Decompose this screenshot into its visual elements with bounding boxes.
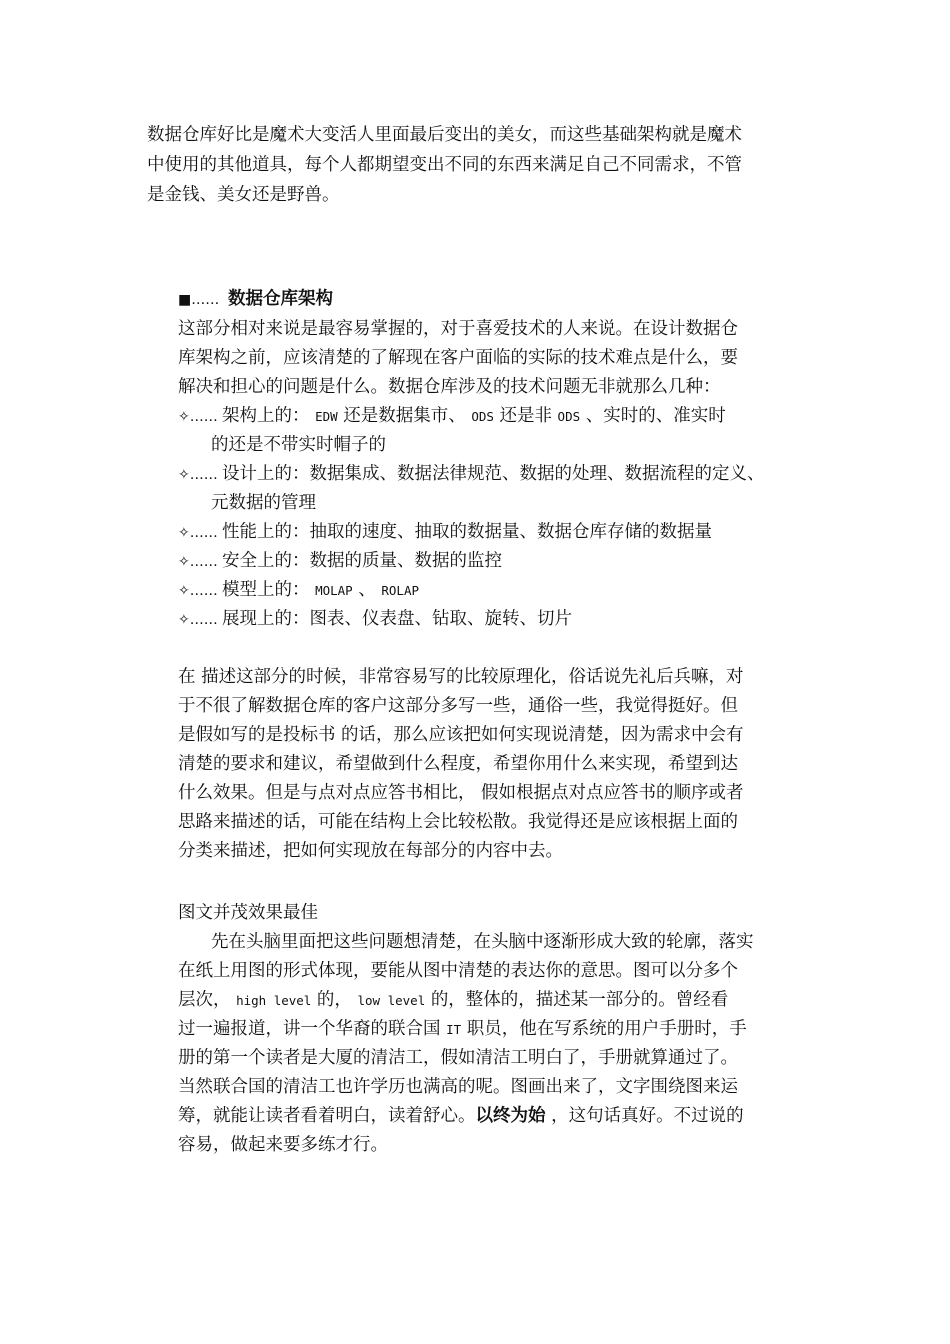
list-item-model: ✧…… 模型上的： MOLAP 、 ROLAP xyxy=(178,580,420,600)
para3-line-5: 册的第一个读者是大厦的清洁工，假如清洁工明白了，手册就算通过了。 xyxy=(178,1048,738,1068)
list-item-architecture-cont: 的还是不带实时帽子的 xyxy=(211,435,386,455)
list-item-design: ✧…… 设计上的：数据集成、数据法律规范、数据的处理、数据流程的定义、 xyxy=(178,464,765,484)
para2-line-6: 思路来描述的话，可能在结构上会比较松散。我觉得还是应该根据上面的 xyxy=(178,812,738,832)
section-para-line-2: 库架构之前，应该清楚的了解现在客户面临的实际的技术难点是什么，要 xyxy=(178,348,738,368)
list-item-display: ✧…… 展现上的：图表、仪表盘、钻取、旋转、切片 xyxy=(178,609,572,629)
section-title: 数据仓库架构 xyxy=(228,289,333,309)
para2-line-4: 清楚的要求和建议，希望做到什么程度，希望你用什么来实现，希望到达 xyxy=(178,754,738,774)
list-item-security: ✧…… 安全上的：数据的质量、数据的监控 xyxy=(178,551,502,571)
section-para-line-3: 解决和担心的问题是什么。数据仓库涉及的技术问题无非就那么几种： xyxy=(178,377,721,397)
diamond-bullet-icon: ✧…… xyxy=(178,409,218,425)
para2-line-3: 是假如写的是投标书 的话，那么应该把如何实现说清楚，因为需求中会有 xyxy=(178,725,744,745)
para3-line-8: 容易，做起来要多练才行。 xyxy=(178,1135,388,1155)
para2-line-2: 于不很了解数据仓库的客户这部分多写一些，通俗一些，我觉得挺好。但 xyxy=(178,696,738,716)
para3-line-2: 在纸上用图的形式体现，要能从图中清楚的表达你的意思。图可以分多个 xyxy=(178,961,738,981)
intro-line-2: 中使用的其他道具，每个人都期望变出不同的东西来满足自己不同需求，不管 xyxy=(147,155,742,175)
section-para-line-1: 这部分相对来说是最容易掌握的，对于喜爱技术的人来说。在设计数据仓 xyxy=(178,319,738,339)
para2-line-1: 在 描述这部分的时候，非常容易写的比较原理化，俗话说先礼后兵嘛，对 xyxy=(178,667,744,687)
section-heading xyxy=(178,288,333,311)
para3-line-3: 层次， high level 的， low level 的，整体的，描述某一部分的。曾经看 xyxy=(178,990,729,1010)
diamond-bullet-icon: ✧…… xyxy=(178,612,218,628)
square-bullet-icon: ■…… xyxy=(178,292,220,308)
para2-line-5: 什么效果。但是与点对点应答书相比， 假如根据点对点应答书的顺序或者 xyxy=(178,783,744,803)
para3-line-1: 先在头脑里面把这些问题想清楚，在头脑中逐渐形成大致的轮廓，落实 xyxy=(211,932,754,952)
emphasis-text: 以终为始 xyxy=(475,1106,546,1126)
para2-line-7: 分类来描述，把如何实现放在每部分的内容中去。 xyxy=(178,841,563,861)
list-item-architecture: ✧…… 架构上的： EDW 还是数据集市、 ODS 还是非 ODS 、实时的、准实时 xyxy=(178,406,726,426)
intro-line-1: 数据仓库好比是魔术大变活人里面最后变出的美女，而这些基础架构就是魔术 xyxy=(147,125,742,145)
para3-line-7: 筹，就能让读者看着明白，读着舒心。以终为始 ，这句话真好。不过说的 xyxy=(178,1106,744,1126)
list-item-performance: ✧…… 性能上的：抽取的速度、抽取的数据量、数据仓库存储的数据量 xyxy=(178,522,712,542)
diamond-bullet-icon: ✧…… xyxy=(178,467,218,483)
list-item-design-cont: 元数据的管理 xyxy=(211,493,316,513)
diamond-bullet-icon: ✧…… xyxy=(178,525,218,541)
intro-line-3: 是金钱、美女还是野兽。 xyxy=(147,185,340,205)
para3-line-4: 过一遍报道，讲一个华裔的联合国 IT 职员，他在写系统的用户手册时，手 xyxy=(178,1019,747,1039)
para3-line-6: 当然联合国的清洁工也许学历也满高的呢。图画出来了，文字围绕图来运 xyxy=(178,1077,738,1097)
diamond-bullet-icon: ✧…… xyxy=(178,583,218,599)
para3-title: 图文并茂效果最佳 xyxy=(178,903,318,923)
diamond-bullet-icon: ✧…… xyxy=(178,554,218,570)
